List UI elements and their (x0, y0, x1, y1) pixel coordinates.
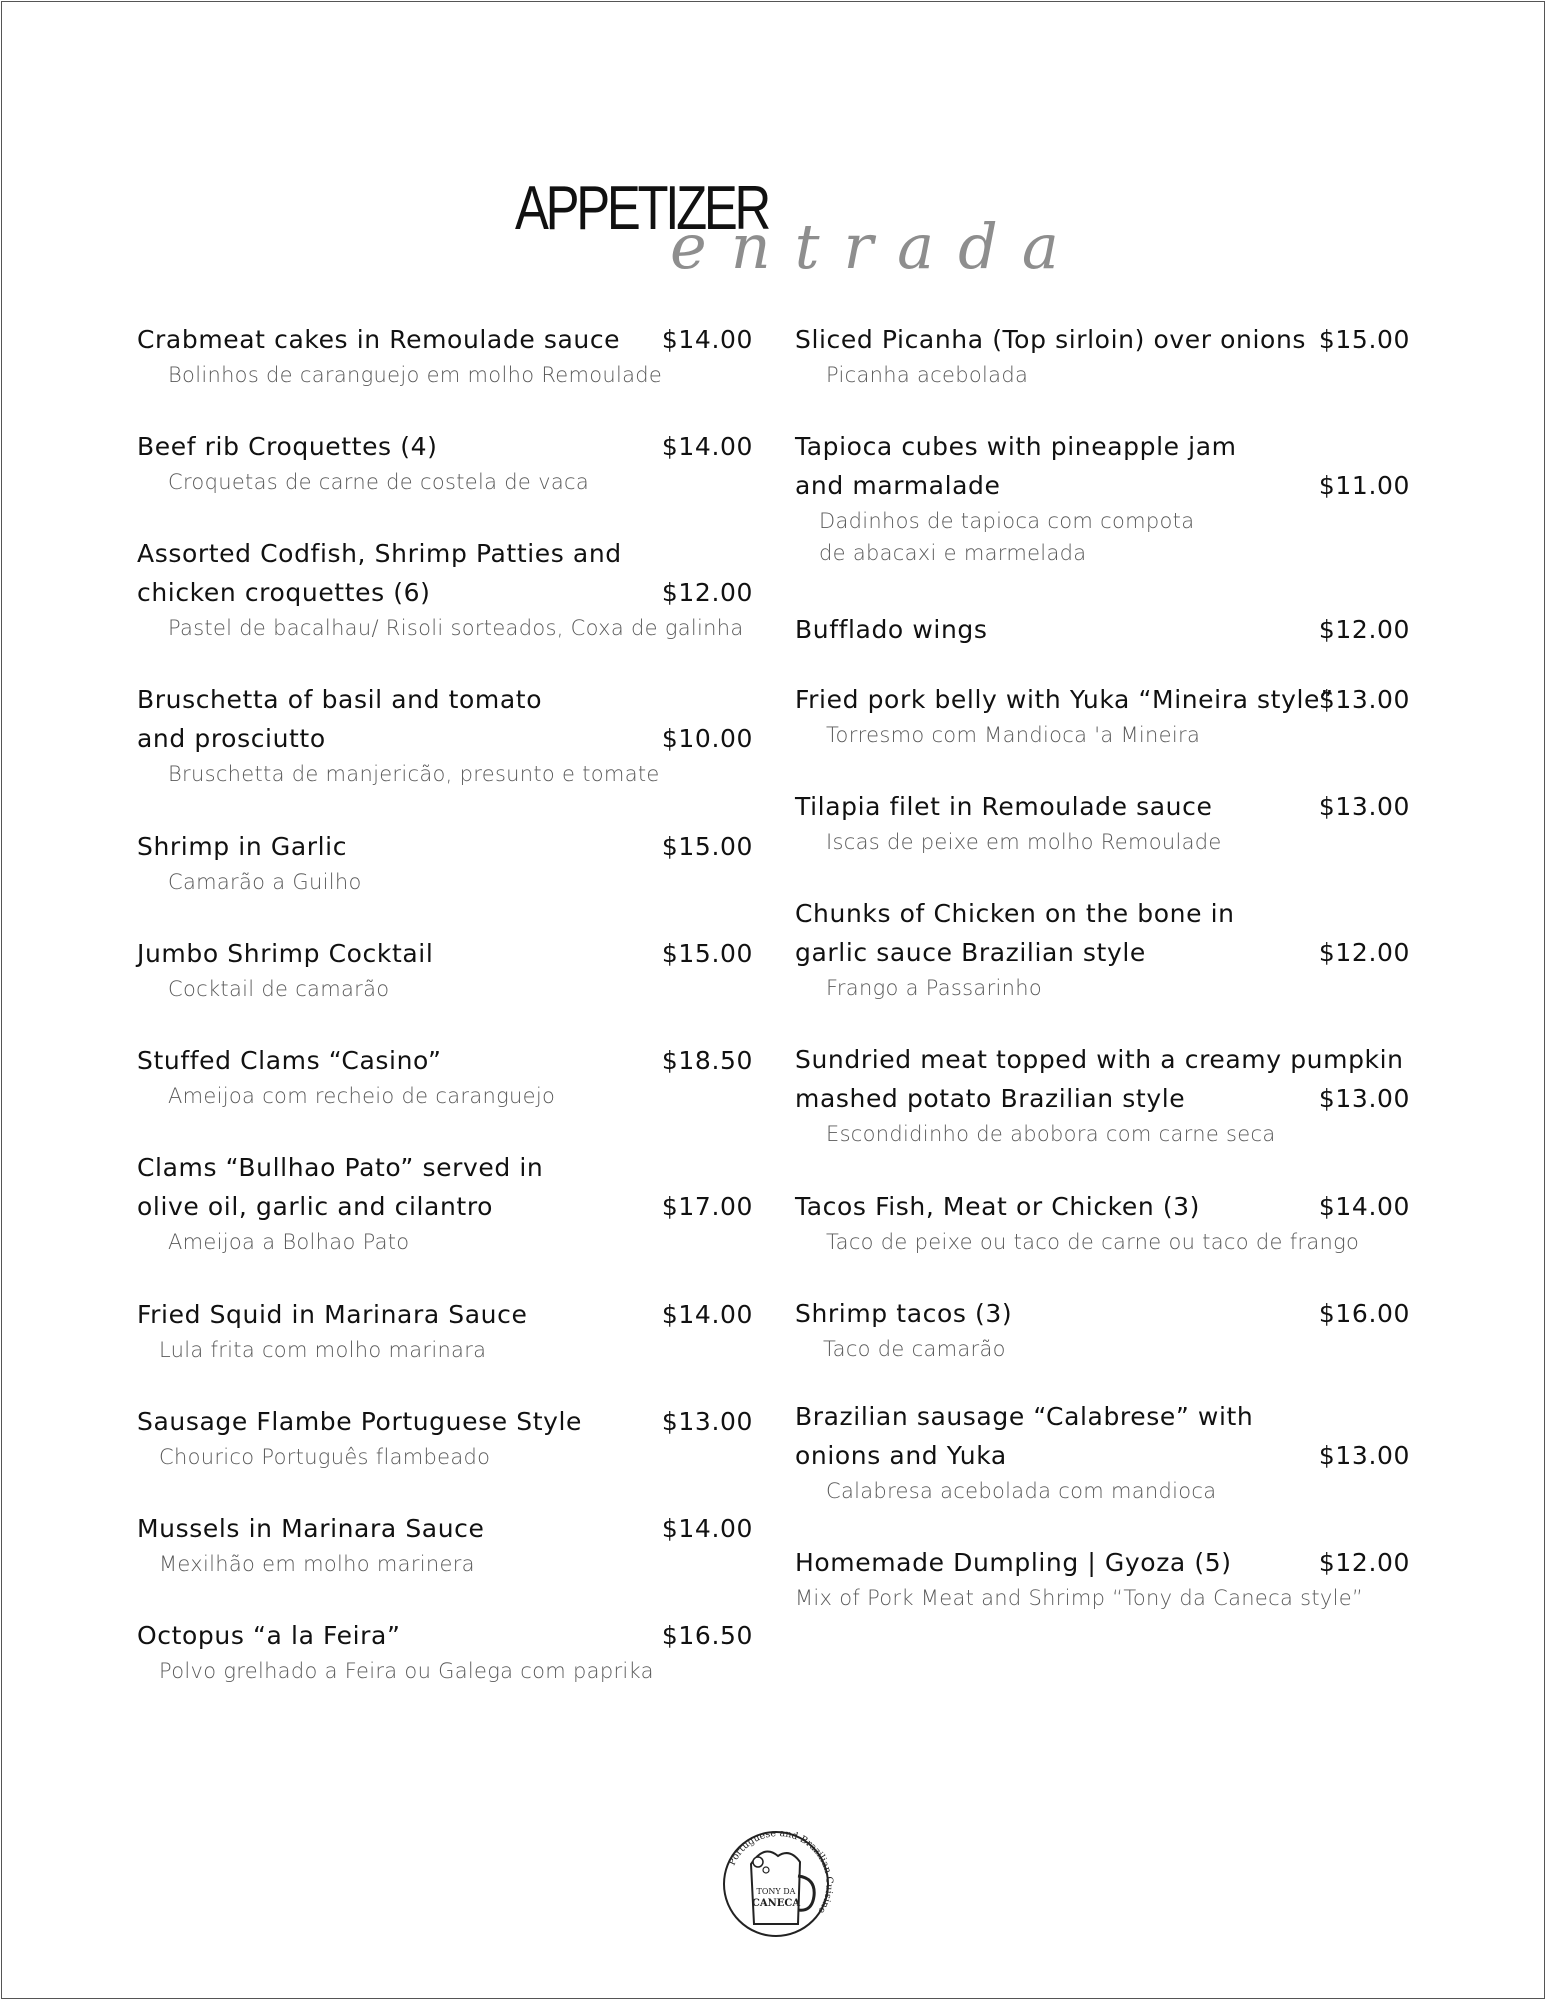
menu-item (795, 1187, 1410, 1258)
menu-item (137, 934, 753, 1005)
item-name (137, 680, 753, 719)
item-name (137, 534, 753, 573)
item-price: $12.00 (661, 578, 753, 607)
item-name-text: Assorted Codfish, Shrimp Patties and (137, 539, 622, 568)
item-description: Iscas de peixe em molho Remoulade (826, 830, 1222, 854)
item-name (137, 320, 753, 359)
item-name (137, 1148, 753, 1187)
item-name-text: Sundried meat topped with a creamy pumpkin (795, 1045, 1404, 1074)
item-name (137, 719, 753, 758)
item-description: Cocktail de camarão (168, 977, 390, 1001)
item-name-text: Shrimp in Garlic (137, 832, 348, 861)
item-name (137, 427, 753, 466)
menu-item (137, 1616, 753, 1687)
item-name (137, 1295, 753, 1334)
item-price: $14.00 (661, 325, 753, 354)
item-name-text: Bufflado wings (795, 615, 988, 644)
item-price: $17.00 (661, 1192, 753, 1221)
item-name-text: Stuffed Clams “Casino” (137, 1046, 442, 1075)
item-price: $11.00 (1318, 471, 1410, 500)
item-price: $15.00 (661, 832, 753, 861)
item-price: $13.00 (1318, 1084, 1410, 1113)
item-price: $12.00 (1318, 1548, 1410, 1577)
item-name (137, 1616, 753, 1655)
menu-item (795, 894, 1410, 1004)
item-description: Bruschetta de manjericão, presunto e tomate (168, 762, 660, 786)
menu-item (137, 427, 753, 498)
item-name-text: Crabmeat cakes in Remoulade sauce (137, 325, 621, 354)
logo-ring-text: Portuguese and Brazilian Cuisine (726, 1828, 835, 1916)
item-price: $14.00 (661, 432, 753, 461)
item-name (795, 466, 1410, 505)
item-name-text: Fried pork belly with Yuka “Mineira style” (795, 685, 1334, 714)
item-price: $13.00 (1318, 1441, 1410, 1470)
item-name (795, 1294, 1410, 1333)
item-description: Chourico Português flambeado (159, 1445, 491, 1469)
item-name (137, 827, 753, 866)
item-name-text: Fried Squid in Marinara Sauce (137, 1300, 528, 1329)
menu-item (795, 1294, 1410, 1365)
item-name (137, 1041, 753, 1080)
menu-item (795, 320, 1410, 391)
item-description: Polvo grelhado a Feira ou Galega com paprika (159, 1659, 654, 1683)
item-name (795, 1397, 1410, 1436)
item-description: Calabresa acebolada com mandioca (826, 1479, 1217, 1503)
menu-item (795, 1543, 1410, 1614)
item-name (795, 1079, 1410, 1118)
menu-item (137, 1148, 753, 1258)
item-description: Bolinhos de caranguejo em molho Remoulade (168, 363, 663, 387)
item-name-text: and prosciutto (137, 724, 326, 753)
item-name (795, 320, 1410, 359)
item-price: $15.00 (1318, 325, 1410, 354)
menu-item (137, 680, 753, 790)
item-name (795, 1436, 1410, 1475)
logo-line2: CANECA (751, 1898, 801, 1909)
item-name-text: Beef rib Croquettes (4) (137, 432, 438, 461)
item-price: $14.00 (661, 1514, 753, 1543)
item-name (137, 934, 753, 973)
item-description: Mexilhão em molho marinera (159, 1552, 475, 1576)
item-name-text: Jumbo Shrimp Cocktail (137, 939, 434, 968)
item-description: Frango a Passarinho (826, 976, 1043, 1000)
menu-header (515, 174, 1083, 296)
item-description: Mix of Pork Meat and Shrimp “Tony da Caneca style” (795, 1586, 1364, 1610)
item-description: Escondidinho de abobora com carne seca (826, 1122, 1276, 1146)
item-description: de abacaxi e marmelada (819, 541, 1087, 565)
menu-item (137, 827, 753, 898)
item-name-text: and marmalade (795, 471, 1001, 500)
menu-item (795, 1040, 1410, 1150)
item-name (795, 894, 1410, 933)
item-name-text: Sausage Flambe Portuguese Style (137, 1407, 583, 1436)
menu-item (795, 787, 1410, 858)
menu-item (137, 1041, 753, 1112)
item-description: Pastel de bacalhau/ Risoli sorteados, Coxa de galinha (168, 616, 744, 640)
item-name (795, 1543, 1410, 1582)
item-name-text: Clams “Bullhao Pato” served in (137, 1153, 544, 1182)
item-price: $18.50 (661, 1046, 753, 1075)
menu-item (137, 320, 753, 391)
logo-line1: TONY DA (756, 1887, 796, 1896)
item-name (795, 1187, 1410, 1226)
item-description: Taco de camarão (823, 1337, 1006, 1361)
item-description: Croquetas de carne de costela de vaca (168, 470, 589, 494)
item-description: Lula frita com molho marinara (159, 1338, 487, 1362)
item-name-text: Shrimp tacos (3) (795, 1299, 1013, 1328)
menu-item (795, 427, 1410, 569)
item-description: Taco de peixe ou taco de carne ou taco de frango (826, 1230, 1360, 1254)
item-name (795, 1040, 1410, 1079)
item-name-text: Bruschetta of basil and tomato (137, 685, 543, 714)
menu-item (795, 680, 1410, 751)
item-name-text: Tilapia filet in Remoulade sauce (795, 792, 1213, 821)
item-price: $12.00 (1318, 938, 1410, 967)
item-name (795, 610, 1410, 649)
menu-item (137, 1509, 753, 1580)
item-description: Camarão a Guilho (168, 870, 362, 894)
item-name-text: chicken croquettes (6) (137, 578, 431, 607)
item-name-text: mashed potato Brazilian style (795, 1084, 1186, 1113)
item-name-text: Brazilian sausage “Calabrese” with (795, 1402, 1254, 1431)
item-name-text: onions and Yuka (795, 1441, 1007, 1470)
menu-item (137, 1295, 753, 1366)
section-subtitle-script: entrada (670, 210, 1083, 283)
menu-item (795, 610, 1410, 649)
item-name (137, 1187, 753, 1226)
item-description: Ameijoa a Bolhao Pato (168, 1230, 410, 1254)
item-price: $10.00 (661, 724, 753, 753)
item-price: $14.00 (1318, 1192, 1410, 1221)
section-title: APPETIZER (515, 174, 768, 243)
item-name (137, 1509, 753, 1548)
item-price: $13.00 (1318, 792, 1410, 821)
item-name-text: Sliced Picanha (Top sirloin) over onions (795, 325, 1307, 354)
tony-da-caneca-logo (706, 1814, 846, 1954)
menu-item (137, 534, 753, 644)
item-name (137, 1402, 753, 1441)
item-price: $16.50 (661, 1621, 753, 1650)
item-name (795, 680, 1410, 719)
item-price: $13.00 (1318, 685, 1410, 714)
menu-item (137, 1402, 753, 1473)
item-name (795, 427, 1410, 466)
item-name-text: Mussels in Marinara Sauce (137, 1514, 485, 1543)
menu-item (795, 1397, 1410, 1507)
item-description: Dadinhos de tapioca com compota (819, 509, 1195, 533)
item-description: Torresmo com Mandioca 'a Mineira (826, 723, 1201, 747)
item-name-text: Octopus “a la Feira” (137, 1621, 401, 1650)
item-description: Ameijoa com recheio de caranguejo (168, 1084, 556, 1108)
item-name (137, 573, 753, 612)
item-name (795, 787, 1410, 826)
item-price: $13.00 (661, 1407, 753, 1436)
item-name-text: garlic sauce Brazilian style (795, 938, 1146, 967)
item-price: $16.00 (1318, 1299, 1410, 1328)
item-name-text: Chunks of Chicken on the bone in (795, 899, 1235, 928)
item-price: $15.00 (661, 939, 753, 968)
item-name-text: Tacos Fish, Meat or Chicken (3) (795, 1192, 1201, 1221)
item-description: Picanha acebolada (826, 363, 1029, 387)
item-price: $12.00 (1318, 615, 1410, 644)
item-name (795, 933, 1410, 972)
item-name-text: Tapioca cubes with pineapple jam (795, 432, 1237, 461)
item-name-text: olive oil, garlic and cilantro (137, 1192, 494, 1221)
item-name-text: Homemade Dumpling | Gyoza (5) (795, 1548, 1232, 1577)
item-price: $14.00 (661, 1300, 753, 1329)
